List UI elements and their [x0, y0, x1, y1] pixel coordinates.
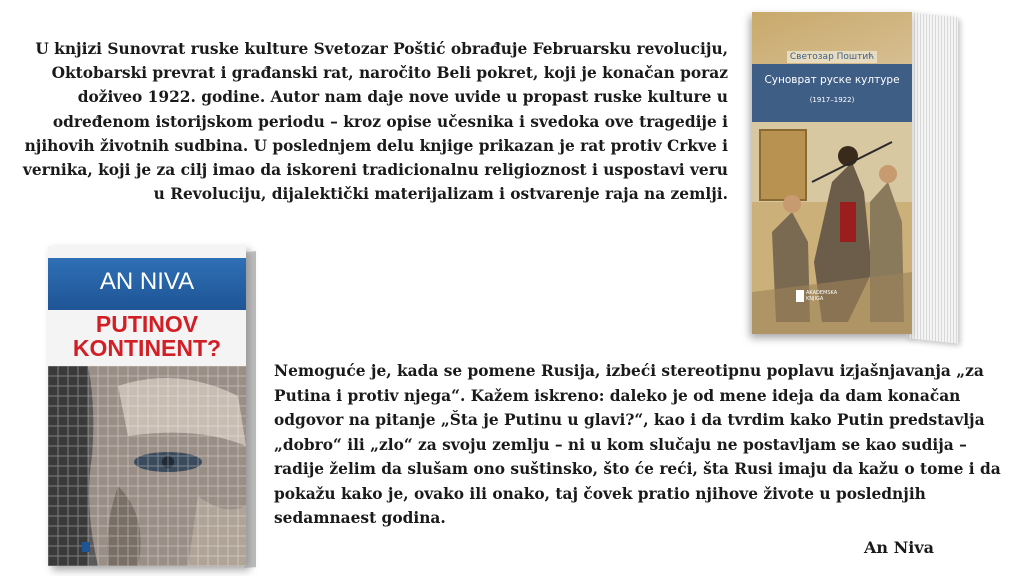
book-title-line-1: PUTINOV [95, 311, 199, 337]
book-front-cover [48, 246, 246, 566]
book-cover-sunovrat [744, 6, 964, 344]
book-title-line-2: KONTINENT? [72, 335, 222, 361]
book-pages-edge [906, 12, 958, 343]
publisher-logo-icon [796, 290, 804, 302]
book-author: AN NIVA [99, 268, 195, 295]
book-cover-putinov-kontinent [44, 246, 258, 572]
author-signature: An Niva [864, 538, 934, 557]
cover-mosaic-portrait [48, 366, 246, 566]
book-subtitle: (1917–1922) [809, 96, 855, 104]
publisher-logo-icon [82, 542, 90, 552]
publisher-name: AKADEMSKA KNJIGA [806, 290, 838, 302]
cover-title-band [752, 64, 912, 122]
book-front-cover [752, 12, 912, 334]
book-2-description: Nemoguće je, kada se pomene Rusija, izbeći stereotipnu poplavu izjašnjavanja „za Putina i protiv njega“. Kažem iskreno: daleko je od mene ideja da dam konačan odgovor na pitanje „Šta je Putinu u glavi?“, kao i da tvrdim kako Putin predstavlja „dobro“ ili „zlo“ za svoju zemlju – ni u kom slučaju ne postavljam se kao sudija – radije želim da slušam ono suštinsko, što će reći, šta Rusi imaju da kažu o tome i da pokažu kako je, ovako ili onako, taj čovek pratio njihove živote u poslednjih sedamnaest godina. [274, 362, 1001, 527]
book-author: Светозар Поштић [752, 52, 912, 62]
book-title [48, 312, 246, 360]
cover-painting [752, 122, 912, 334]
book-1-description: U knjizi Sunovrat ruske kulture Svetozar Poštić obrađuje Februarsku revoluciju, Oktobarski prevrat i građanski rat, naročito Beli pokret, koji je konačan poraz doživeo 1922. godine. Autor nam daje nove uvide u propast ruske kulture u određenom istorijskom periodu – kroz opise učesnika i svedoka ove tragedije i njihovih životnih sudbina. U poslednjem delu knjige prikazan je rat protiv Crkve i vernika, koji je za cilj imao da iskoreni tradicionalnu religioznost i uspostavi veru u Revoluciju, dijalektički materijalizam i ostvarenje raja na zemlji. [22, 40, 728, 204]
book-title: Суноврат руске културе [764, 74, 900, 86]
